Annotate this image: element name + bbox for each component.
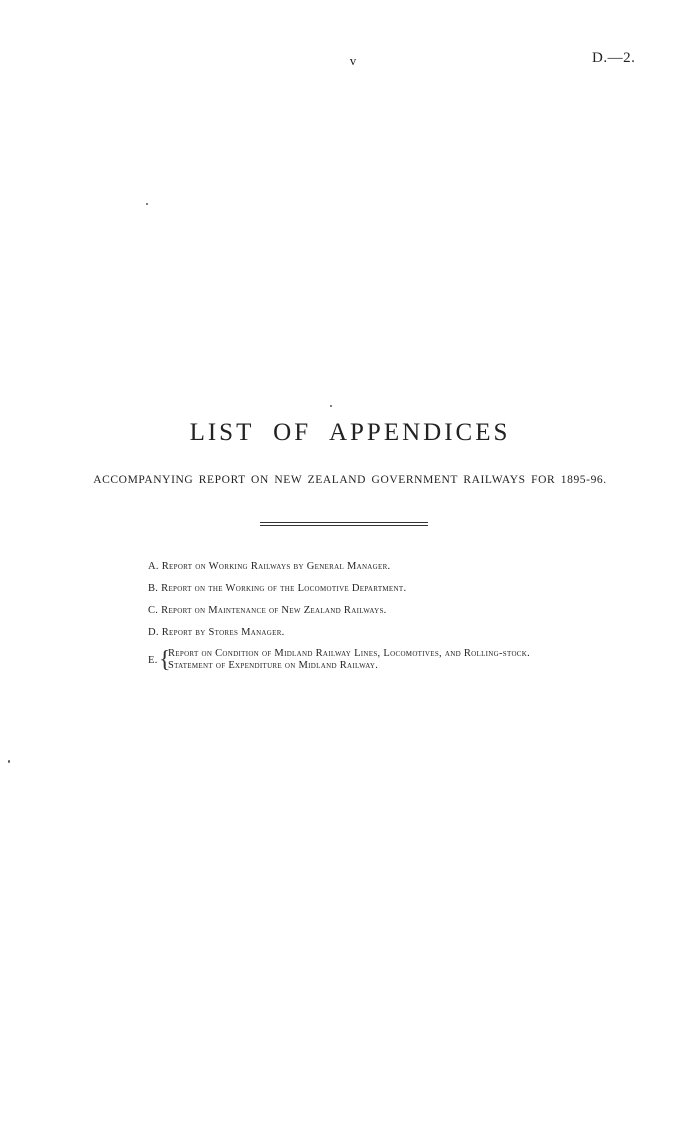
appendix-letter: C.	[148, 605, 159, 616]
page-title: LIST OF APPENDICES	[189, 419, 511, 446]
brace-glyph: {	[159, 647, 171, 673]
appendix-item-e	[148, 648, 668, 682]
divider-rule	[260, 522, 428, 523]
scan-speck	[330, 405, 332, 407]
appendix-letter: A.	[148, 561, 159, 572]
appendix-item-c	[148, 604, 668, 626]
page-subtitle: ACCOMPANYING REPORT ON NEW ZEALAND GOVERNMENT RAILWAYS FOR 1895-96.	[93, 474, 607, 486]
appendix-item-b	[148, 582, 668, 604]
page-number: v	[349, 53, 357, 68]
divider-rule	[260, 525, 428, 526]
appendix-title: Report by Stores Manager.	[161, 627, 285, 638]
appendix-letter: E.	[148, 655, 158, 666]
appendix-list	[148, 560, 668, 682]
appendix-item-a	[148, 560, 668, 582]
appendix-letter: B.	[148, 583, 159, 594]
appendix-item-d	[148, 626, 668, 648]
document-reference: D.—2.	[592, 50, 636, 66]
appendix-title: Statement of Expenditure on Midland Railway.	[168, 660, 379, 671]
scan-speck	[8, 760, 10, 763]
appendix-title: Report on Condition of Midland Railway Lines, Locomotives, and Rolling-stock.	[168, 648, 531, 659]
scan-speck	[146, 203, 148, 205]
appendix-letter: D.	[148, 627, 159, 638]
appendix-title: Report on the Working of the Locomotive Department.	[161, 583, 407, 594]
appendix-title: Report on Working Railways by General Manager.	[161, 561, 391, 572]
appendix-title: Report on Maintenance of New Zealand Railways.	[161, 605, 387, 616]
